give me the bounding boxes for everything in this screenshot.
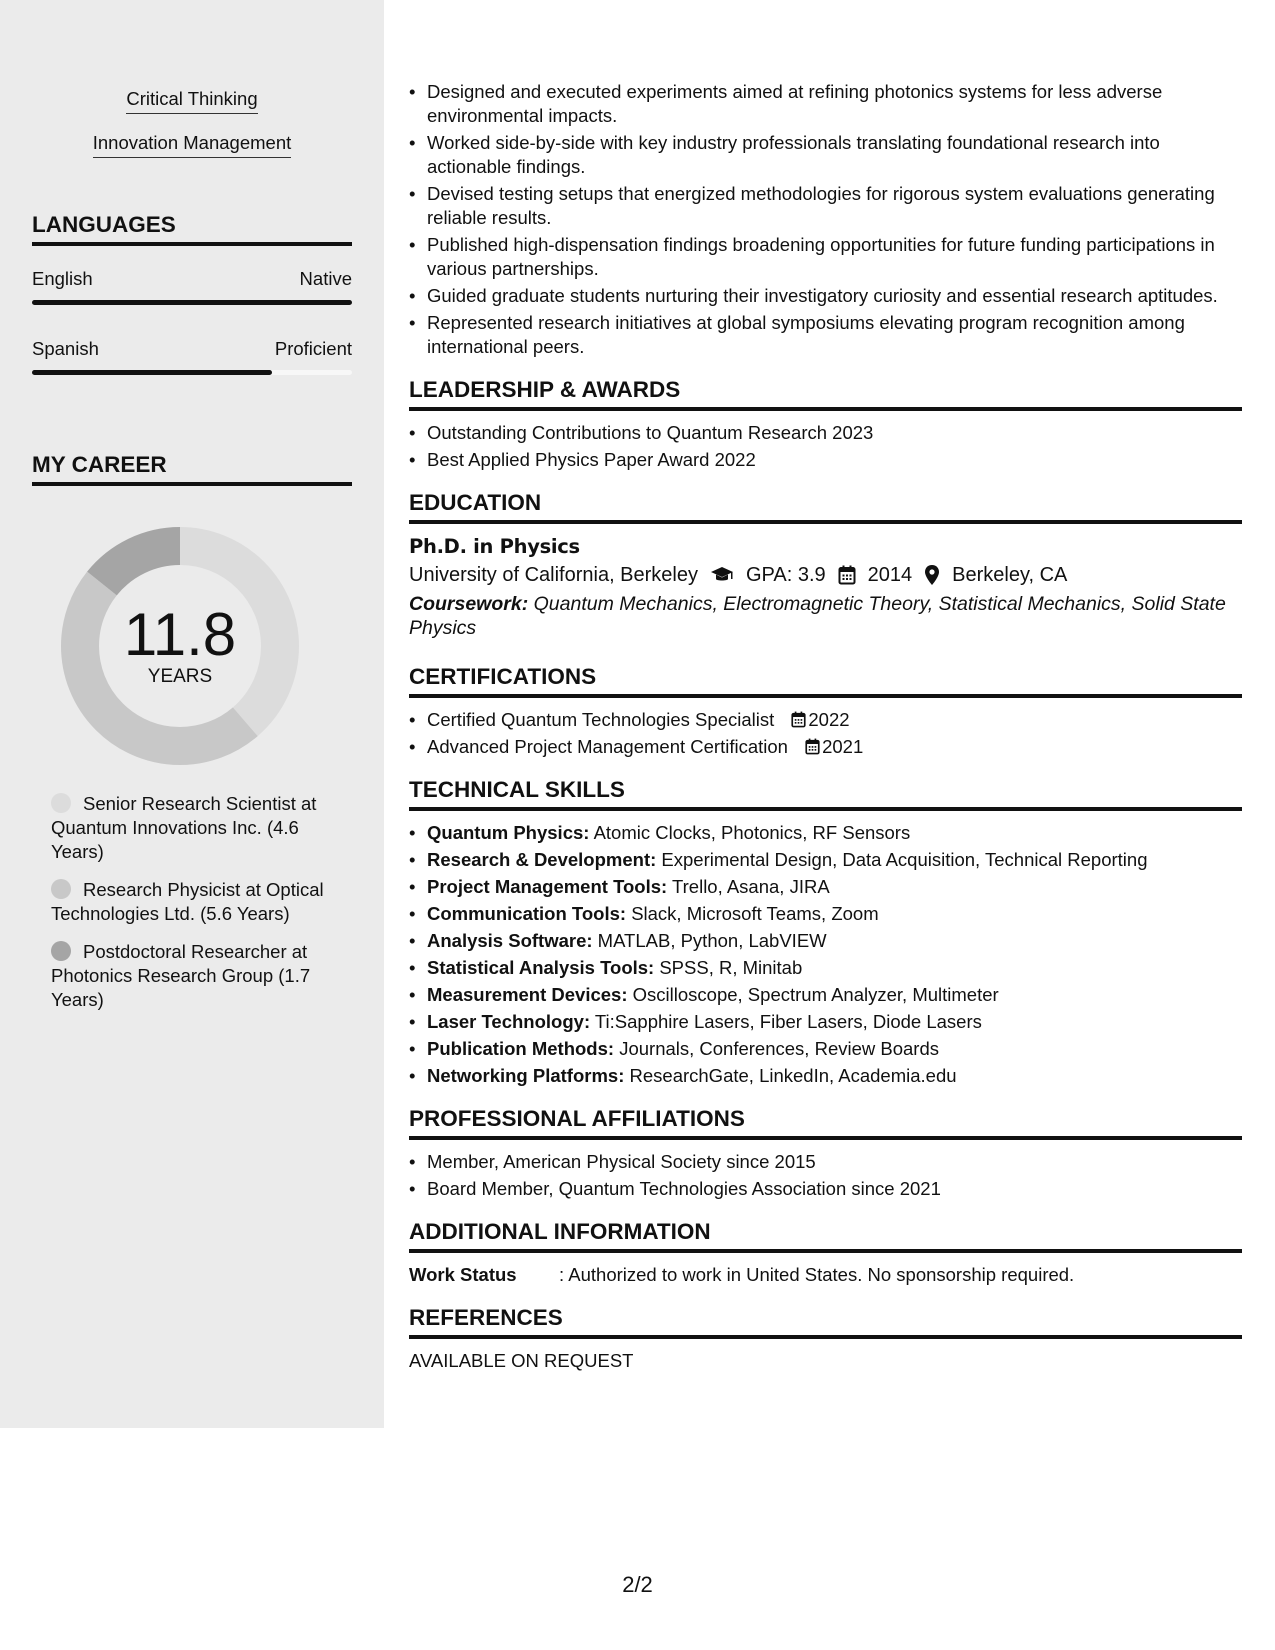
experience-bullets	[409, 80, 1242, 359]
certifications-list	[409, 708, 1242, 759]
work-status-label: Work Status	[409, 1264, 517, 1285]
technical-skill-label: Statistical Analysis Tools:	[427, 957, 655, 978]
technical-skill-item	[409, 1010, 1242, 1034]
coursework	[409, 592, 1242, 640]
technical-skill-label: Analysis Software:	[427, 930, 593, 951]
work-status-value: : Authorized to work in United States. No sponsorship required.	[559, 1264, 1075, 1285]
languages-heading: LANGUAGES	[32, 212, 352, 246]
language-name: Spanish	[32, 338, 99, 359]
coursework-label: Coursework:	[409, 593, 529, 615]
technical-skill-label: Quantum Physics:	[427, 822, 590, 843]
certification-name: Certified Quantum Technologies Specialist	[427, 709, 775, 730]
location-pin-icon	[924, 564, 940, 586]
language-level: Proficient	[274, 338, 352, 359]
career-legend-dot	[51, 879, 71, 899]
skill-item	[32, 132, 352, 158]
technical-skill-value: Slack, Microsoft Teams, Zoom	[631, 903, 879, 924]
experience-bullet: • Represented research initiatives at global symposiums elevating program recognition among international peers.	[409, 311, 1242, 359]
coursework-text: Quantum Mechanics, Electromagnetic Theory, Statistical Mechanics, Solid State Physics	[409, 593, 1226, 639]
language-name: English	[32, 268, 93, 289]
affiliation-item: • Member, American Physical Society since 2015	[409, 1150, 1242, 1174]
technical-skill-item	[409, 875, 1242, 899]
technical-skill-label: Laser Technology:	[427, 1011, 591, 1032]
career-item	[51, 878, 331, 926]
certification-name: Advanced Project Management Certification	[427, 736, 788, 757]
technical-skill-label: Networking Platforms:	[427, 1065, 625, 1086]
career-item-label: Senior Research Scientist at Quantum Innovations Inc. (4.6 Years)	[51, 793, 317, 862]
affiliation-item: • Board Member, Quantum Technologies Association since 2021	[409, 1177, 1242, 1201]
technical-skill-value: Ti:Sapphire Lasers, Fiber Lasers, Diode Lasers	[594, 1011, 982, 1032]
technical-skill-label: Publication Methods:	[427, 1038, 615, 1059]
technical-skill-value: MATLAB, Python, LabVIEW	[597, 930, 827, 951]
technical-skill-label: Project Management Tools:	[427, 876, 668, 897]
calendar-icon	[838, 565, 856, 585]
award-item: • Best Applied Physics Paper Award 2022	[409, 448, 1242, 472]
school-name: University of California, Berkeley	[409, 564, 698, 586]
certification-year: 2022	[808, 709, 850, 730]
certification-year: 2021	[822, 736, 864, 757]
leadership-list	[409, 421, 1242, 472]
degree-title: Ph.D. in Physics	[409, 535, 580, 558]
work-status-row	[409, 1263, 1242, 1287]
technical-skill-item	[409, 848, 1242, 872]
technical-skill-value: ResearchGate, LinkedIn, Academia.edu	[629, 1065, 957, 1086]
technical-skill-item	[409, 983, 1242, 1007]
career-total-unit: YEARS	[147, 666, 213, 687]
graduation-year: 2014	[867, 564, 913, 586]
technical-skill-label: Communication Tools:	[427, 903, 627, 924]
career-item	[51, 940, 331, 1012]
language-bar-fill	[32, 370, 272, 375]
career-item-label: Postdoctoral Researcher at Photonics Research Group (1.7 Years)	[51, 941, 311, 1010]
career-heading: MY CAREER	[32, 452, 352, 486]
page-number: 2/2	[622, 1572, 653, 1597]
technical-skill-item	[409, 821, 1242, 845]
calendar-icon	[791, 711, 806, 728]
career-item-label: Research Physicist at Optical Technologies Ltd. (5.6 Years)	[51, 879, 324, 924]
technical-skill-item	[409, 929, 1242, 953]
award-item: • Outstanding Contributions to Quantum Research 2023	[409, 421, 1242, 445]
graduation-cap-icon	[710, 566, 734, 584]
technical-skill-item	[409, 1037, 1242, 1061]
technical-skill-value: Experimental Design, Data Acquisition, Technical Reporting	[661, 849, 1148, 870]
technical-skill-item	[409, 902, 1242, 926]
calendar-icon	[805, 738, 820, 755]
certification-item	[409, 708, 1242, 732]
certification-item	[409, 735, 1242, 759]
certifications-heading: CERTIFICATIONS	[409, 664, 1242, 698]
sidebar	[0, 0, 384, 1428]
education-meta	[409, 560, 1242, 590]
language-bar-fill	[32, 300, 352, 305]
experience-bullet: • Published high-dispensation findings broadening opportunities for future funding participations in various partnerships.	[409, 233, 1242, 281]
affiliations-list	[409, 1150, 1242, 1201]
education-heading: EDUCATION	[409, 490, 1242, 524]
additional-info-heading: ADDITIONAL INFORMATION	[409, 1219, 1242, 1253]
main-content	[409, 0, 1242, 1373]
technical-skill-label: Measurement Devices:	[427, 984, 628, 1005]
language-bar	[32, 370, 352, 375]
affiliations-heading: PROFESSIONAL AFFILIATIONS	[409, 1106, 1242, 1140]
career-legend-dot	[51, 793, 71, 813]
technical-skill-item	[409, 956, 1242, 980]
skill-label: Innovation Management	[93, 132, 292, 158]
career-list	[51, 792, 331, 1026]
technical-skill-value: Journals, Conferences, Review Boards	[619, 1038, 939, 1059]
technical-skill-value: SPSS, R, Minitab	[659, 957, 803, 978]
career-legend-dot	[51, 941, 71, 961]
language-level: Native	[299, 268, 352, 289]
skill-item	[32, 88, 352, 114]
leadership-heading: LEADERSHIP & AWARDS	[409, 377, 1242, 411]
technical-skill-value: Trello, Asana, JIRA	[672, 876, 830, 897]
technical-skill-label: Research & Development:	[427, 849, 657, 870]
technical-skill-value: Oscilloscope, Spectrum Analyzer, Multimeter	[632, 984, 999, 1005]
technical-skills-list	[409, 821, 1242, 1088]
technical-skills-heading: TECHNICAL SKILLS	[409, 777, 1242, 811]
experience-bullet: • Guided graduate students nurturing their investigatory curiosity and essential research aptitudes.	[409, 284, 1242, 308]
skills-list	[32, 88, 352, 176]
technical-skill-value: Atomic Clocks, Photonics, RF Sensors	[593, 822, 911, 843]
technical-skill-item	[409, 1064, 1242, 1088]
experience-bullet: • Devised testing setups that energized methodologies for rigorous system evaluations generating reliable results.	[409, 182, 1242, 230]
references-text: AVAILABLE ON REQUEST	[409, 1350, 634, 1371]
language-bar	[32, 300, 352, 305]
gpa: GPA: 3.9	[746, 564, 826, 586]
experience-bullet: • Designed and executed experiments aimed at refining photonics systems for less adverse environmental impacts.	[409, 80, 1242, 128]
skill-label: Critical Thinking	[126, 88, 257, 114]
references-heading: REFERENCES	[409, 1305, 1242, 1339]
career-total-years: 11.8	[123, 601, 237, 668]
school-location: Berkeley, CA	[952, 564, 1068, 586]
career-item	[51, 792, 331, 864]
experience-bullet: • Worked side-by-side with key industry professionals translating foundational research into actionable findings.	[409, 131, 1242, 179]
